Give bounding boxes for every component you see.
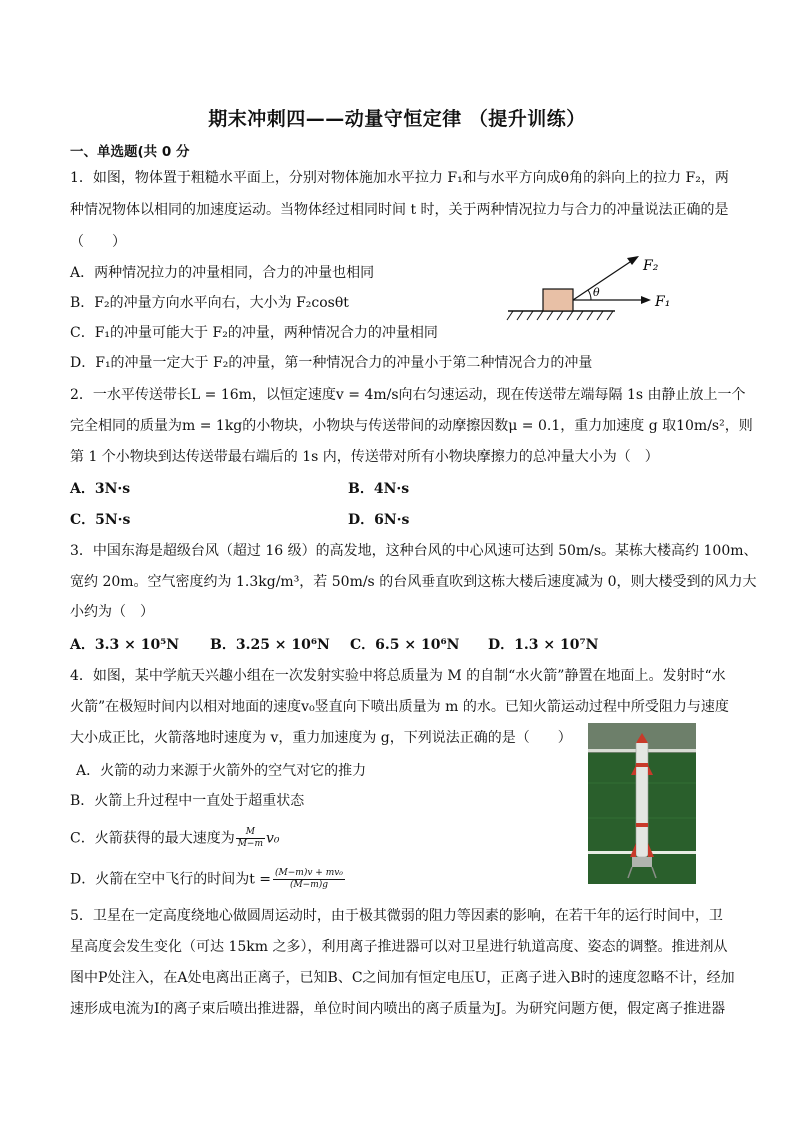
rocket-illustration (588, 723, 696, 884)
q4-c-fraction (236, 827, 265, 850)
q3-option-d: D．1.3 × 10⁷N (488, 637, 599, 653)
q4-d-denominator: (M−m)g (289, 880, 329, 890)
q4-d-fraction (273, 868, 345, 891)
q1-line-2: 种情况物体以相同的加速度运动。当物体经过相同时间 t 时，关于两种情况拉力与合力的冲量说法正确的是 (70, 202, 729, 218)
q3-line-3: 小约为（ ） (70, 604, 154, 620)
rocket-photo (588, 723, 696, 884)
q4-option-b: B．火箭上升过程中一直处于超重状态 (70, 793, 305, 809)
q3-line-1: 3．中国东海是超级台风（超过 16 级）的高发地，这种台风的中心风速可达到 50m/s。某栋大楼高约 100m、 (70, 543, 758, 559)
f2-label: F₂ (643, 258, 659, 274)
q2-option-d: D．6N·s (348, 512, 410, 528)
q4-option-d (70, 868, 345, 891)
q3-option-c: C．6.5 × 10⁶N (350, 637, 460, 653)
q4-option-d-text: D．火箭在空中飞行的时间为t = (70, 871, 272, 888)
q4-line-2: 火箭”在极短时间内以相对地面的速度v₀竖直向下喷出质量为 m 的水。已知火箭运动过程中所受阻力与速度 (70, 699, 729, 715)
theta-label: θ (593, 286, 600, 299)
q5-line-4: 速形成电流为I的离子束后喷出推进器，单位时间内喷出的离子质量为J。为研究问题方便，假定离子推进器 (70, 1001, 726, 1017)
q1-line-1: 1．如图，物体置于粗糙水平面上，分别对物体施加水平拉力 F₁和与水平方向成θ角的斜向上的拉力 F₂，两 (70, 170, 729, 186)
q2-option-b: B．4N·s (348, 481, 410, 497)
q4-line-3: 大小成正比，火箭落地时速度为 v，重力加速度为 g，下列说法正确的是（ ） (70, 730, 572, 746)
q2-option-c: C．5N·s (70, 512, 131, 528)
f2-arrowhead (627, 256, 639, 265)
q4-option-c-text: C．火箭获得的最大速度为 (70, 830, 235, 847)
q1-option-b: B．F₂的冲量方向水平向右，大小为 F₂cosθt (70, 295, 349, 311)
q4-option-c (70, 827, 280, 850)
q3-line-2: 宽约 20m。空气密度约为 1.3kg/m³，若 50m/s 的台风垂直吹到这栋大楼后速度减为 0，则大楼受到的风力大 (70, 574, 757, 590)
q3-option-b: B．3.25 × 10⁶N (210, 637, 330, 653)
q5-line-1: 5．卫星在一定高度绕地心做圆周运动时，由于极其微弱的阻力等因素的影响，在若干年的运行时间中，卫 (70, 908, 723, 924)
q4-option-a: A．火箭的动力来源于火箭外的空气对它的推力 (76, 763, 367, 779)
page-title: 期末冲刺四——动量守恒定律 （提升训练） (208, 108, 586, 130)
force-diagram (505, 250, 685, 325)
q4-line-1: 4．如图，某中学航天兴趣小组在一次发射实验中将总质量为 M 的自制“水火箭”静置在地面上。发射时“水 (70, 668, 726, 684)
q4-c-tail: v₀ (266, 830, 280, 847)
q1-line-3: （ ） (70, 234, 126, 250)
q2-line-3: 第 1 个小物块到达传送带最右端后的 1s 内，传送带对所有小物块摩擦力的总冲量大小为（ ） (70, 449, 659, 465)
q4-c-denominator: M−m (237, 839, 264, 849)
f1-label: F₁ (655, 294, 671, 310)
q2-option-a: A．3N·s (70, 481, 131, 497)
section-heading: 一、单选题(共 0 分 (70, 144, 190, 160)
q2-line-2: 完全相同的质量为m = 1kg的小物块，小物块与传送带间的动摩擦因数μ = 0.1，重力加速度 g 取10m/s²，则 (70, 418, 753, 434)
q1-option-c: C．F₁的冲量可能大于 F₂的冲量，两种情况合力的冲量相同 (70, 325, 438, 341)
f1-arrowhead (641, 296, 651, 304)
q1-option-a: A．两种情况拉力的冲量相同，合力的冲量也相同 (70, 265, 375, 281)
block-shape (543, 289, 573, 311)
q4-d-numerator: (M−m)v + mv₀ (275, 868, 343, 878)
q1-option-d: D．F₁的冲量一定大于 F₂的冲量，第一种情况合力的冲量小于第二种情况合力的冲量 (70, 355, 593, 371)
q2-line-1: 2．一水平传送带长L = 16m，以恒定速度v = 4m/s向右匀速运动，现在传送带左端每隔 1s 由静止放上一个 (70, 387, 746, 403)
q3-option-a: A．3.3 × 10⁵N (70, 637, 180, 653)
q5-line-2: 星高度会发生变化（可达 15km 之多），利用离子推进器可以对卫星进行轨道高度、姿态的调整。推进剂从 (70, 939, 728, 955)
q4-c-numerator: M (236, 827, 265, 839)
q5-line-3: 图中P处注入，在A处电离出正离子，已知B、C之间加有恒定电压U，正离子进入B时的速度忽略不计，经加 (70, 970, 735, 986)
